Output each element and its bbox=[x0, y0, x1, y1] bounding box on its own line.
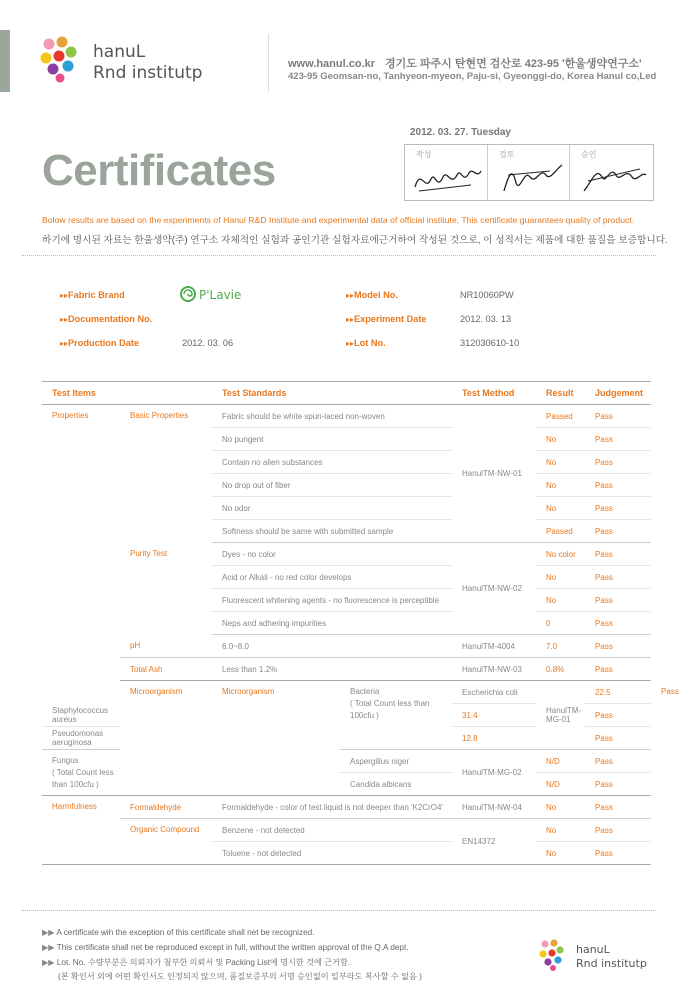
judgement-cell: Pass bbox=[585, 796, 651, 819]
fungus-label: Fungus bbox=[52, 756, 79, 765]
standard-cell: Softness should be same with submitted sample bbox=[212, 520, 452, 543]
sub-ph: pH bbox=[120, 635, 212, 658]
standard-cell: Toluene - not detected bbox=[212, 842, 452, 865]
judgement-cell: Pass bbox=[585, 428, 651, 451]
signature-scribble-icon bbox=[411, 157, 485, 197]
result-cell: N/D bbox=[536, 773, 585, 796]
result-cell: 22.5 bbox=[585, 681, 651, 704]
judgement-cell: Pass bbox=[585, 704, 651, 727]
result-cell: 31.4 bbox=[452, 704, 536, 727]
fungus-standard bbox=[42, 750, 120, 796]
table-row bbox=[42, 635, 651, 658]
hanul-footer-logo bbox=[538, 938, 668, 974]
header-judgement: Judgement bbox=[585, 382, 651, 405]
standard-cell: Fluorescent whitening agents - no fluorescence is perceptible bbox=[212, 589, 452, 612]
sub-formaldehyde: Formaldehyde bbox=[120, 796, 212, 819]
judgement-cell: Pass bbox=[585, 635, 651, 658]
organism-cell: Staphylococcus aureus bbox=[42, 704, 120, 727]
sub-basic-properties: Basic Properties bbox=[130, 411, 189, 420]
signature-label-reviewer: 검토 bbox=[499, 150, 515, 159]
standard-cell: Benzene - not detected bbox=[212, 819, 452, 842]
arrow-icon: ▶▶ bbox=[42, 928, 55, 937]
judgement-cell: Pass bbox=[585, 612, 651, 635]
dotted-divider bbox=[22, 910, 656, 911]
header-divider bbox=[268, 34, 269, 92]
standard-cell: Neps and adhering impurities bbox=[212, 612, 452, 635]
model-label: ▸▸ Model No. bbox=[346, 290, 398, 300]
flower-logo-icon bbox=[538, 938, 668, 974]
organism-cell: Pseudomonas aeruginosa bbox=[42, 727, 120, 750]
bacteria-label: Bacteria bbox=[350, 687, 380, 696]
documentation-label: ▸▸ Documentation No. bbox=[60, 314, 152, 324]
signature-label-approver: 승인 bbox=[581, 150, 597, 159]
result-cell: No color bbox=[536, 543, 585, 566]
judgement-cell: Pass bbox=[585, 497, 651, 520]
table-row bbox=[42, 405, 651, 428]
page-title: Certificates bbox=[42, 146, 276, 195]
side-accent-bar bbox=[0, 30, 10, 92]
judgement-cell: Pass bbox=[585, 543, 651, 566]
result-cell: No bbox=[536, 451, 585, 474]
category-properties: Properties bbox=[52, 411, 89, 420]
table-row bbox=[42, 819, 651, 842]
judgement-cell: Pass bbox=[585, 520, 651, 543]
standard-cell: Fabric should be white spun-laced non-woven bbox=[212, 405, 452, 428]
result-cell: No bbox=[536, 428, 585, 451]
result-cell: No bbox=[536, 589, 585, 612]
category-harmfulness: Harmfulness bbox=[42, 796, 120, 865]
experiment-date-label: ▸▸ Experiment Date bbox=[346, 314, 427, 324]
fabric-brand-label: ▸▸ Fabric Brand bbox=[60, 290, 125, 300]
header-test-standards: Test Standards bbox=[212, 382, 452, 405]
result-cell: No bbox=[536, 566, 585, 589]
footer-note-2 bbox=[42, 942, 409, 952]
address-kr: 경기도 파주시 탄현면 검산로 423-95 '한울생약연구소' bbox=[385, 58, 642, 70]
organism-cell: Escherichia coli bbox=[452, 681, 536, 704]
footer-note-3 bbox=[42, 957, 350, 968]
signature-reviewer bbox=[487, 145, 570, 200]
result-cell: No bbox=[536, 796, 585, 819]
svg-text:Rnd institutp: Rnd institutp bbox=[93, 63, 203, 83]
model-value: NR10060PW bbox=[460, 290, 514, 300]
method-cell: HanulTM-NW-02 bbox=[452, 543, 536, 635]
organism-cell: Candida albicans bbox=[340, 773, 452, 796]
experiment-date-value: 2012. 03. 13 bbox=[460, 314, 512, 324]
footer-note-1 bbox=[42, 927, 314, 937]
result-cell: Passed bbox=[536, 405, 585, 428]
dotted-divider bbox=[22, 255, 656, 256]
flower-logo-icon bbox=[38, 34, 238, 86]
intro-text-kr: 하기에 명시된 자료는 한울생약(주) 연구소 자체적인 실험과 공인기관 실험자료에근거하여 작성된 것으로, 이 성적서는 제품에 대한 품질을 보증합니다. bbox=[42, 235, 668, 246]
hanul-logo bbox=[38, 34, 238, 86]
svg-text:Rnd institutp: Rnd institutp bbox=[576, 957, 647, 970]
judgement-cell: Pass bbox=[585, 405, 651, 428]
fungus-note: ( Total Count less than 100cfu ) bbox=[52, 768, 114, 789]
result-cell: No bbox=[536, 497, 585, 520]
table-row bbox=[42, 796, 651, 819]
header-test-items: Test Items bbox=[42, 382, 212, 405]
svg-text:hanuL: hanuL bbox=[93, 42, 146, 62]
method-cell: HanulTM-MG-01 bbox=[536, 681, 585, 750]
bacteria-standard bbox=[340, 681, 452, 750]
production-date-value: 2012. 03. 06 bbox=[182, 338, 234, 348]
method-cell: HanulTM-NW-01 bbox=[452, 405, 536, 543]
production-date-label: ▸▸ Production Date bbox=[60, 338, 139, 348]
result-cell: 0 bbox=[536, 612, 585, 635]
signature-writer bbox=[405, 145, 487, 200]
result-cell: Passed bbox=[536, 520, 585, 543]
category-microorganism: Microorganism bbox=[120, 681, 212, 796]
arrow-icon: ▶▶ bbox=[42, 958, 55, 967]
footer-note-text: Lot. No. 수량부분은 의뢰자가 첨부한 의뢰서 및 Packing List에 명시한 것에 근거함. bbox=[56, 958, 351, 967]
sub-microorganism: Microorganism bbox=[212, 681, 340, 796]
result-cell: No bbox=[536, 819, 585, 842]
standard-cell: Contain no alien substances bbox=[212, 451, 452, 474]
arrow-icon: ▶▶ bbox=[42, 943, 55, 952]
judgement-cell: Pass bbox=[585, 566, 651, 589]
judgement-cell: Pass bbox=[585, 819, 651, 842]
header-address-kr bbox=[288, 55, 642, 71]
signature-approver bbox=[569, 145, 652, 200]
signature-label-writer: 작성 bbox=[416, 150, 432, 159]
standard-cell: Dyes - no color bbox=[212, 543, 452, 566]
lot-value: 312030610-10 bbox=[460, 338, 520, 348]
standard-cell: No drop out of fiber bbox=[212, 474, 452, 497]
header-result: Result bbox=[536, 382, 585, 405]
results-table bbox=[42, 381, 679, 865]
bacteria-note: ( Total Count less than 100cfu ) bbox=[350, 699, 430, 720]
result-cell: 12.8 bbox=[452, 727, 536, 750]
standard-cell: Less than 1.2% bbox=[212, 658, 452, 681]
result-cell: No bbox=[536, 474, 585, 497]
judgement-cell: Pass bbox=[585, 842, 651, 865]
signature-scribble-icon bbox=[576, 157, 650, 197]
method-cell: EN14372 bbox=[452, 819, 536, 865]
judgement-cell: Pass bbox=[585, 474, 651, 497]
intro-text-en: Bolow results are based on the experiments of Hanul R&D Institute and experimental data of official institute, This certificate guarantees quality of product. bbox=[42, 215, 635, 225]
standard-cell: Formaldehyde - color of test liquid is not deeper than 'K2CrO4' bbox=[212, 796, 452, 819]
lot-label: ▸▸ Lot No. bbox=[346, 338, 386, 348]
footer-note-text: This certificate shall net be reproduced except in full, without the written approval of the Q.A dept. bbox=[56, 943, 409, 952]
address-en: 423-95 Geomsan-no, Tanhyeon-myeon, Paju-si, Gyeonggi-do, Korea Hanul co,Led bbox=[288, 71, 657, 82]
sub-organic-compound: Organic Compound bbox=[120, 819, 212, 865]
method-cell: HanulTM-MG-02 bbox=[452, 750, 536, 796]
judgement-cell: Pass bbox=[585, 451, 651, 474]
method-cell: HanulTM-NW-03 bbox=[452, 658, 536, 681]
sub-purity-test: Purity Test bbox=[130, 548, 168, 558]
plavie-brand-logo bbox=[180, 285, 260, 303]
signature-box bbox=[404, 144, 654, 201]
method-cell: HanulTM-4004 bbox=[452, 635, 536, 658]
result-cell: 7.0 bbox=[536, 635, 585, 658]
svg-text:hanuL: hanuL bbox=[576, 943, 610, 956]
judgement-cell: Pass bbox=[585, 750, 651, 773]
table-row: Microorganism Microorganism Bacteria ( Total Count less than 100cfu ) Escherichia coli HanulTM-MG-01 22.5 Pass bbox=[42, 681, 651, 704]
judgement-cell: Pass bbox=[585, 773, 651, 796]
judgement-cell: Pass bbox=[585, 658, 651, 681]
table-row bbox=[42, 658, 651, 681]
organism-cell: Aspergillus niger bbox=[340, 750, 452, 773]
method-cell: HanulTM-NW-04 bbox=[452, 796, 536, 819]
result-cell: 0.8% bbox=[536, 658, 585, 681]
standard-cell: No odor bbox=[212, 497, 452, 520]
result-cell: N/D bbox=[536, 750, 585, 773]
result-cell: No bbox=[536, 842, 585, 865]
header-test-method: Test Method bbox=[452, 382, 536, 405]
standard-cell: 6.0~8.0 bbox=[212, 635, 452, 658]
standard-cell: Acid or Alkali - no red color develops bbox=[212, 566, 452, 589]
certificate-date: 2012. 03. 27. Tuesday bbox=[410, 127, 511, 138]
judgement-cell: Pass bbox=[585, 589, 651, 612]
table-header-row bbox=[42, 382, 651, 405]
standard-cell: No pungent bbox=[212, 428, 452, 451]
svg-text:P'Lavie: P'Lavie bbox=[199, 288, 242, 302]
sub-total-ash: Total Ash bbox=[120, 658, 212, 681]
signature-scribble-icon bbox=[494, 157, 568, 197]
table-row bbox=[42, 543, 651, 566]
footer-note-4: (본 확인서 외에 어떤 확인서도 인정되지 않으며, 품질보증부의 서명 승인없이 일부라도 복사할 수 없음 ) bbox=[58, 972, 422, 981]
footer-note-text: A certificate wih the exception of this certificate shall net be recognized. bbox=[56, 928, 315, 937]
website-link[interactable]: www.hanul.co.kr bbox=[288, 58, 375, 70]
judgement-cell: Pass bbox=[585, 727, 651, 750]
